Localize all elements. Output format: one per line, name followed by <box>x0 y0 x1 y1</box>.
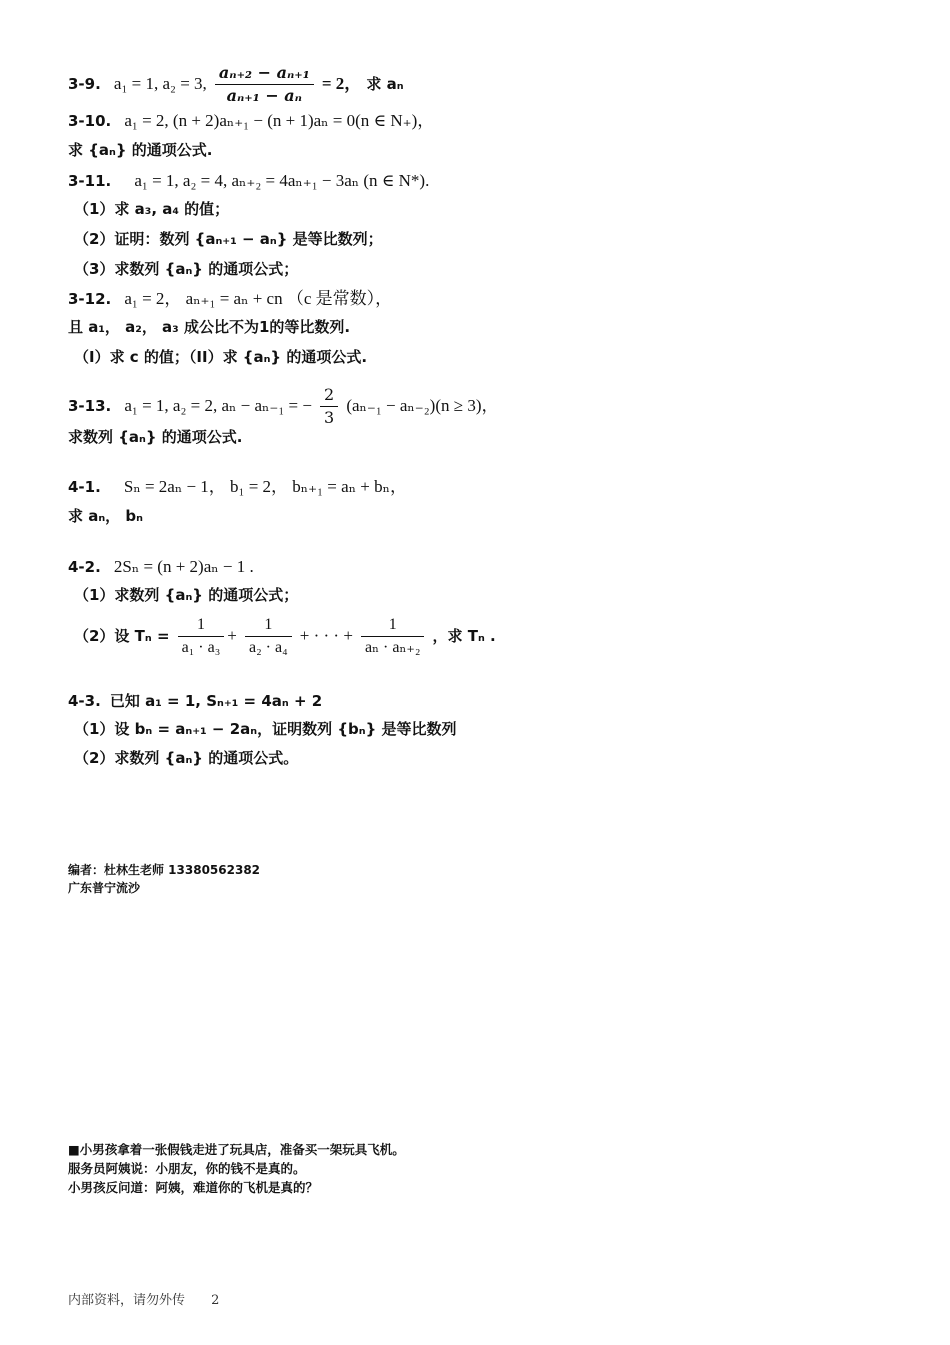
joke-line: 服务员阿姨说：小朋友，你的钱不是真的。 <box>68 1161 306 1176</box>
problem-4-1-question <box>68 505 143 527</box>
fraction-numerator: 1 <box>178 616 225 637</box>
problem-label: 3-13. <box>68 397 112 415</box>
fraction <box>361 616 424 657</box>
problem-3-9 <box>68 64 404 105</box>
condition: a₁ = 1, a₂ = 2, aₙ − aₙ₋₁ = − <box>124 396 312 415</box>
problem-3-13 <box>68 386 498 427</box>
fraction-denominator: a₁ · a₃ <box>181 639 221 656</box>
problem-3-11-part-2 <box>74 228 383 250</box>
problem-4-3-part-2 <box>74 747 298 769</box>
problem-3-11-part-1 <box>74 198 229 220</box>
sub-question: （1）求数列 {aₙ} 的通项公式； <box>74 586 299 604</box>
author-location: 广东普宁流沙 <box>68 881 141 895</box>
sub-question: （1）求 a₃, a₄ 的值； <box>74 200 230 218</box>
condition: (aₙ₋₁ − aₙ₋₂)(n ≥ 3)， <box>346 396 499 415</box>
question: 求 aₙ， bₙ <box>68 507 143 525</box>
problem-label: 3-9. <box>68 75 101 93</box>
fraction <box>245 616 292 657</box>
problem-label: 4-3. <box>68 692 101 710</box>
fraction <box>215 64 314 105</box>
page-footer <box>68 1289 219 1308</box>
sub-question: （2）设 Tₙ = <box>74 627 170 645</box>
question: （I）求 c 的值；（II）求 {aₙ} 的通项公式. <box>74 348 368 366</box>
condition: Sₙ = 2aₙ − 1， b₁ = 2， bₙ₊₁ = aₙ + bₙ， <box>123 477 407 496</box>
joke-line: ■小男孩拿着一张假钱走进了玩具店，准备买一架玩具飞机。 <box>68 1142 405 1157</box>
fraction <box>320 386 338 427</box>
fraction-numerator: aₙ₊₂ − aₙ₊₁ <box>215 64 314 85</box>
condition: 已知 a₁ = 1, Sₙ₊₁ = 4aₙ + 2 <box>109 692 323 710</box>
problem-3-10-question <box>68 139 212 161</box>
condition: a₁ = 1, a₂ = 3, <box>113 74 207 93</box>
question: 求数列 {aₙ} 的通项公式. <box>68 428 243 446</box>
question: 求 {aₙ} 的通项公式. <box>68 141 213 159</box>
equation-rhs: = 2， <box>321 74 362 93</box>
fraction-denominator: aₙ · aₙ₊₂ <box>365 639 421 656</box>
condition: 且 a₁， a₂， a₃ 成公比不为1的等比数列. <box>68 318 351 336</box>
fraction-denominator: 3 <box>324 408 335 427</box>
sub-question: （3）求数列 {aₙ} 的通项公式； <box>74 260 299 278</box>
condition: 2Sₙ = (n + 2)aₙ − 1 . <box>113 557 254 576</box>
problem-4-3-part-1 <box>74 718 456 740</box>
problem-3-11 <box>68 170 429 192</box>
problem-4-1 <box>68 476 407 498</box>
problem-label: 3-10. <box>68 112 112 130</box>
sub-question: （1）设 bₙ = aₙ₊₁ − 2aₙ，证明数列 {bₙ} 是等比数列 <box>74 720 457 738</box>
problem-3-12-condition-2 <box>68 316 350 338</box>
author-credit: 编者：杜林生老师 13380562382 <box>68 863 261 877</box>
condition: a₁ = 2， aₙ₊₁ = aₙ + cn （c 是常数）， <box>124 289 393 308</box>
confidential-note: 内部资料，请勿外传 <box>68 1293 186 1308</box>
fraction-denominator: a₂ · a₄ <box>248 639 288 656</box>
problem-label: 4-1. <box>68 478 101 496</box>
problem-4-2-part-1 <box>74 584 298 606</box>
problem-3-13-question <box>68 426 242 448</box>
plus-sign: + <box>227 626 237 645</box>
sub-question: （2）证明：数列 {aₙ₊₁ − aₙ} 是等比数列； <box>74 230 383 248</box>
question: 求 aₙ <box>366 75 404 93</box>
problem-3-10 <box>68 110 434 132</box>
problem-3-12-question <box>74 346 367 368</box>
fraction-numerator: 1 <box>361 616 424 637</box>
condition: a₁ = 1, a₂ = 4, aₙ₊₂ = 4aₙ₊₁ − 3aₙ (n ∈ N*). <box>134 171 430 190</box>
fraction-denominator: aₙ₊₁ − aₙ <box>226 86 302 105</box>
problem-4-3 <box>68 690 322 712</box>
fraction <box>178 616 225 657</box>
page-number: 2 <box>211 1293 220 1308</box>
fraction-numerator: 2 <box>320 386 338 407</box>
ellipsis: + · · · + <box>299 626 353 645</box>
condition: a₁ = 2, (n + 2)aₙ₊₁ − (n + 1)aₙ = 0(n ∈ N₊)， <box>124 111 435 130</box>
joke-line: 小男孩反问道：阿姨，难道你的飞机是真的？ <box>68 1180 319 1195</box>
problem-4-2 <box>68 556 254 578</box>
problem-3-12 <box>68 288 392 310</box>
problem-label: 3-11. <box>68 172 112 190</box>
problem-label: 3-12. <box>68 290 112 308</box>
sub-question: （2）求数列 {aₙ} 的通项公式。 <box>74 749 299 767</box>
problem-4-2-part-2 <box>74 616 496 657</box>
fraction-numerator: 1 <box>245 616 292 637</box>
problem-label: 4-2. <box>68 558 101 576</box>
question: ，求 Tₙ . <box>432 627 496 645</box>
problem-3-11-part-3 <box>74 258 298 280</box>
